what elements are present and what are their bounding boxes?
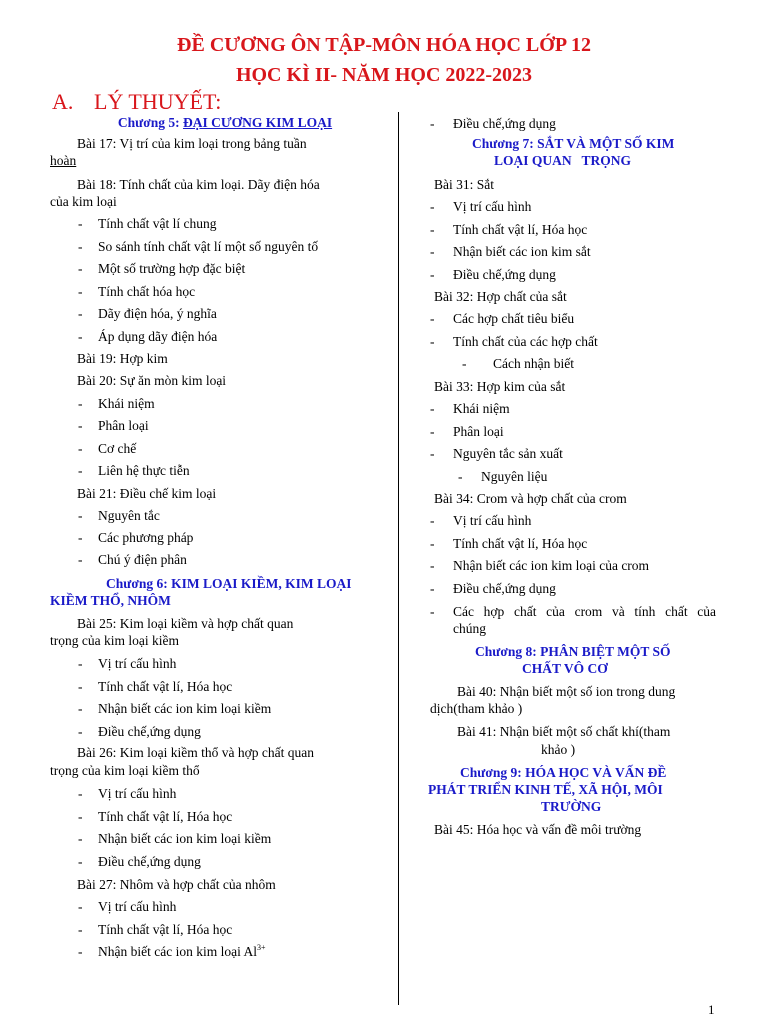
bullet-dash: -: [430, 580, 435, 596]
list-item-text: Tính chất vật lí, Hóa học: [453, 221, 588, 237]
list-item-text: Nguyên tắc: [98, 508, 160, 523]
list-item-text: Điều chế,ứng dụng: [453, 266, 556, 282]
list-item-text: Một số trường hợp đặc biệt: [98, 261, 246, 276]
list-item-text: Liên hệ thực tiễn: [98, 462, 190, 478]
chapter-6-heading: [50, 575, 365, 609]
section-label: A.: [52, 89, 74, 114]
bullet-dash: -: [78, 701, 83, 716]
bullet-dash: -: [430, 199, 435, 214]
list-item-text: Điều chế,ứng dụng: [453, 580, 556, 596]
bullet-dash: -: [78, 396, 83, 411]
chapter-6-prefix: Chương 6:: [106, 576, 172, 591]
list-item-text: Vị trí cấu hình: [98, 656, 177, 671]
bullet-dash: -: [430, 333, 435, 349]
bullet-dash: -: [78, 306, 83, 321]
lesson-33: Bài 33: Hợp kim của sắt: [434, 379, 566, 394]
bullet-dash: -: [78, 678, 83, 694]
lesson-25-line1: Bài 25: Kim loại kiềm và hợp chất quan: [77, 616, 294, 631]
list-item-text: Chú ý điện phân: [98, 552, 187, 567]
list-item-text: So sánh tính chất vật lí một số nguyên tố: [98, 238, 319, 254]
list-item-text: Cơ chế: [98, 440, 137, 456]
list-item-text: Tính chất vật lí, Hóa học: [98, 678, 233, 694]
list-item-text: Điều chế,ứng dụng: [98, 723, 201, 739]
list-item-text: Nhận biết các ion kim loại kiềm: [98, 831, 272, 846]
list-item-text: Vị trí cấu hình: [98, 899, 177, 914]
chapter-7-prefix: Chương 7:: [472, 136, 538, 151]
chapter-5-heading: [80, 114, 370, 131]
bullet-dash: -: [78, 723, 83, 739]
page-number: 1: [708, 1002, 715, 1017]
bullet-dash: -: [78, 552, 83, 567]
bullet-dash: -: [78, 261, 83, 276]
lesson-18-line2: của kim loại: [50, 194, 117, 209]
chapter-7-heading: [466, 135, 716, 169]
chapter-9-name-line3: TRƯỜNG: [541, 799, 602, 814]
lesson-17-line2: hoàn: [50, 153, 77, 168]
list-item-text: Vị trí cấu hình: [453, 199, 532, 214]
bullet-dash: -: [78, 944, 83, 959]
chapter-9-heading: [428, 764, 718, 815]
chapter-6-name-line2: KIỀM THỔ, NHÔM: [50, 593, 171, 608]
list-item-text: Nhận biết các ion kim loại $Al^{3+}$: [98, 943, 266, 959]
list-item-text: Khái niệm: [98, 396, 155, 411]
chapter-6-name-line1: KIM LOẠI KIỀM, KIM LOẠI: [171, 576, 352, 591]
bullet-dash: -: [78, 216, 83, 231]
list-item-text: Phân loại: [98, 418, 149, 434]
list-item-text: Tính chất hóa học: [98, 283, 196, 299]
bullet-dash: -: [78, 899, 83, 914]
bullet-dash: -: [78, 921, 83, 937]
lesson-41-line2: khảo ): [541, 742, 576, 757]
lesson-41-line1: Bài 41: Nhận biết một số chất khí(tham: [457, 724, 671, 739]
bullet-dash: -: [78, 238, 83, 254]
list-item-text: Tính chất vật lí, Hóa học: [453, 535, 588, 551]
bullet-dash: -: [430, 244, 435, 259]
lesson-26-line1: Bài 26: Kim loại kiềm thổ và hợp chất quan: [77, 745, 314, 760]
bullet-dash: -: [78, 786, 83, 801]
chapter-8-heading: [475, 643, 715, 677]
bullet-dash: -: [78, 656, 83, 671]
bullet-dash: -: [430, 311, 435, 326]
lesson-21: Bài 21: Điều chế kim loại: [77, 486, 217, 501]
bullet-dash: -: [78, 808, 83, 824]
list-item-text: Điều chế,ứng dụng: [98, 853, 201, 869]
lesson-40-line1: Bài 40: Nhận biết một số ion trong dung: [457, 684, 676, 699]
list-item-text: Nhận biết các ion kim loại kiềm: [98, 701, 272, 716]
lesson-26-line2: trọng của kim loại kiềm thổ: [50, 763, 200, 778]
bullet-dash: -: [78, 440, 83, 456]
list-item-text: Tính chất vật lí chung: [98, 216, 217, 231]
list-item-text: Nhận biết các ion kim loại của crom: [453, 558, 650, 573]
lesson-32: Bài 32: Hợp chất của sắt: [434, 289, 567, 304]
list-item-text: Tính chất vật lí, Hóa học: [98, 921, 233, 937]
list-item-text: Phân loại: [453, 423, 504, 439]
bullet-dash: -: [430, 266, 435, 282]
bullet-dash: -: [78, 530, 83, 545]
chapter-7-name-line2: LOẠI QUAN TRỌNG: [494, 153, 632, 168]
chapter-8-name-line2: CHẤT VÔ CƠ: [522, 661, 608, 676]
lesson-20: Bài 20: Sự ăn mòn kim loại: [77, 373, 227, 388]
list-item-text: Khái niệm: [453, 401, 510, 416]
list-item-continuation: chúng: [453, 621, 486, 636]
lesson-45: Bài 45: Hóa học và vấn đề môi trường: [434, 822, 642, 837]
lesson-19: Bài 19: Hợp kim: [77, 351, 168, 366]
superscript-charge: 3+: [256, 943, 266, 952]
bullet-dash: -: [78, 853, 83, 869]
bullet-dash: -: [78, 508, 83, 523]
bullet-dash: -: [78, 831, 83, 846]
bullet-dash: -: [78, 418, 83, 434]
list-item-text: Nguyên tắc sản xuất: [453, 446, 563, 461]
lesson-25-line2: trọng của kim loại kiềm: [50, 633, 179, 648]
list-item-text: Các hợp chất tiêu biểu: [453, 311, 575, 326]
lesson-17-line1: Bài 17: Vị trí của kim loại trong bảng tuần: [77, 136, 307, 151]
bullet-dash: -: [430, 423, 435, 439]
chapter-9-prefix: Chương 9:: [460, 765, 526, 780]
list-item-text: Tính chất của các hợp chất: [453, 333, 598, 349]
bullet-dash: -: [78, 283, 83, 299]
list-item-text: Áp dụng dãy điện hóa: [98, 328, 218, 344]
bullet-dash: -: [430, 401, 435, 416]
list-item-text: Các phương pháp: [98, 530, 194, 545]
section-title: LÝ THUYẾT:: [94, 89, 222, 114]
bullet-dash: -: [430, 535, 435, 551]
chapter-7-name-line1: SẮT VÀ MỘT SỐ KIM: [537, 136, 675, 151]
chapter-8-name-line1: PHÂN BIỆT MỘT SỐ: [540, 644, 671, 659]
list-item-text: Tính chất vật lí, Hóa học: [98, 808, 233, 824]
bullet-dash: -: [430, 513, 435, 528]
column-divider: [398, 112, 399, 1005]
lesson-27: Bài 27: Nhôm và hợp chất của nhôm: [77, 877, 276, 892]
chapter-9-name-line2: PHÁT TRIỂN KINH TẾ, XÃ HỘI, MÔI: [428, 782, 663, 797]
lesson-18-line1: Bài 18: Tính chất của kim loại. Dãy điện hóa: [77, 177, 320, 192]
list-item-text: Vị trí cấu hình: [98, 786, 177, 801]
chapter-8-prefix: Chương 8:: [475, 644, 541, 659]
bullet-dash: -: [430, 221, 435, 237]
bullet-dash: -: [430, 558, 435, 573]
lesson-34: Bài 34: Crom và hợp chất của crom: [434, 491, 627, 506]
list-item-text: Vị trí cấu hình: [453, 513, 532, 528]
lesson-31: Bài 31: Sắt: [434, 177, 494, 192]
section-heading: [52, 89, 221, 115]
bullet-dash: -: [430, 446, 435, 461]
chapter-5-name: ĐẠI CƯƠNG KIM LOẠI: [182, 115, 333, 130]
chapter-5-prefix: Chương 5:: [117, 115, 183, 130]
document-title-line1: ĐỀ CƯƠNG ÔN TẬP-MÔN HÓA HỌC LỚP 12: [177, 34, 591, 56]
lesson-40-line2: dịch(tham khảo ): [430, 701, 523, 716]
list-item-text: Nhận biết các ion kim sắt: [453, 244, 591, 259]
bullet-dash: -: [78, 328, 83, 344]
bullet-dash: -: [78, 462, 83, 478]
chapter-9-name-line1: HÓA HỌC VÀ VẤN ĐỀ: [525, 765, 667, 780]
document-title-line2: HỌC KÌ II- NĂM HỌC 2022-2023: [235, 64, 533, 86]
list-item-text: Dãy điện hóa, ý nghĩa: [98, 306, 217, 321]
